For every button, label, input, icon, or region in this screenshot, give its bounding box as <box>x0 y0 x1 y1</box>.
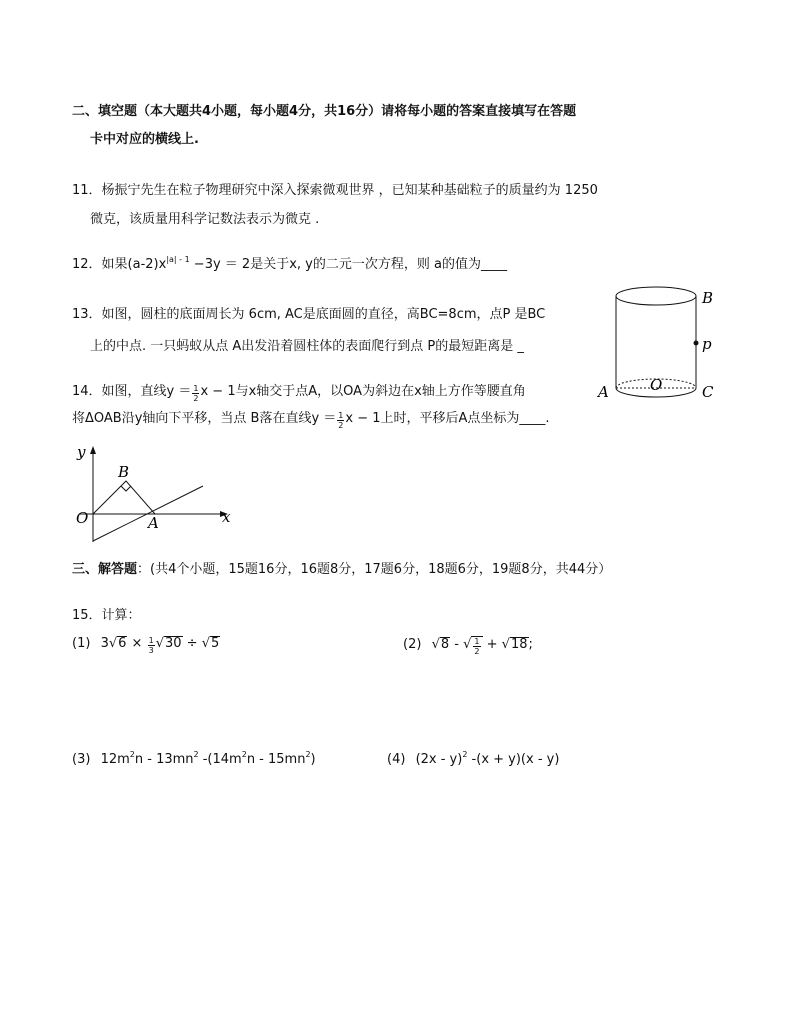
q15-p1-div: ÷ <box>182 636 202 651</box>
q15-p1-radicand-3: 5 <box>211 636 220 651</box>
q15-p3-e1: 2 <box>129 750 135 759</box>
section-3-heading-rest: ：(共4个小题，15题16分，16题8分，17题6分，18题6分，19题8分，共44分） <box>137 562 612 577</box>
section-2-heading-line1: 二、填空题（本大题共4小题，每小题4分，共16分）请将每小题的答案直接填写在答题 <box>72 104 577 119</box>
question-14-line2 <box>72 411 550 430</box>
q15-p2-frac-radical <box>471 636 482 656</box>
q15-p4-t1: (2x - y) <box>415 752 463 767</box>
q14-frac2-num: 1 <box>338 411 344 420</box>
question-15-title: 15．计算： <box>72 608 141 623</box>
question-14-line1 <box>72 384 526 403</box>
q14-fraction-2 <box>337 411 344 430</box>
q15-p1-coef: 3 <box>100 636 109 651</box>
sqrt-symbol-icon: √ <box>501 637 510 652</box>
question-12 <box>72 257 507 273</box>
q15-p2-end: ; <box>528 637 533 652</box>
q14-fraction-1 <box>192 384 199 403</box>
label-b: B <box>702 289 714 307</box>
q14-frac1-den: 2 <box>193 394 199 403</box>
q15-p3-label: (3) <box>72 752 91 767</box>
label-b-triangle: B <box>118 463 130 481</box>
q15-p3-e4: 2 <box>305 750 311 759</box>
q15-p3-t3: -(14m <box>198 752 242 767</box>
sqrt-symbol-icon: √ <box>431 637 440 652</box>
label-o: O <box>650 376 663 394</box>
q15-p3-t1: 12m <box>100 752 130 767</box>
q15-p2-frac-den: 2 <box>474 647 480 656</box>
q15-p1-frac-num: 1 <box>148 636 154 645</box>
q15-p2-fraction <box>473 637 480 656</box>
sqrt-symbol-icon: √ <box>463 637 472 652</box>
q15-p2-frac-num: 1 <box>474 637 480 646</box>
q15-p1-fraction <box>148 636 155 655</box>
q15-p1-radicand-1: 6 <box>118 636 127 651</box>
cylinder-figure <box>596 278 736 408</box>
q15-p2-plus: + <box>482 637 502 652</box>
q15-p4-e1: 2 <box>462 750 468 759</box>
question-13-line1: 13．如图，圆柱的底面周长为 6cm, AC是底面圆的直径，高BC=8cm，点P 是BC <box>72 307 546 322</box>
section-2-heading <box>72 104 576 120</box>
label-y: y <box>77 443 86 461</box>
q15-p3-t4: n - 15mn <box>246 752 306 767</box>
q15-p3-e3: 2 <box>241 750 247 759</box>
triangle-oab <box>93 481 155 514</box>
q15-p3-e2: 2 <box>193 750 199 759</box>
q15-p3-t2: n - 13mn <box>134 752 194 767</box>
label-p: p <box>702 335 712 353</box>
label-a-triangle: A <box>148 514 159 532</box>
q15-part-2 <box>403 636 533 656</box>
section-2-heading-cont <box>90 132 199 148</box>
q14-line2-b: x − 1上时，平移后A点坐标为 <box>345 411 520 426</box>
q14-end: . <box>545 411 550 426</box>
question-13-line2: 上的中点. 一只蚂蚁从点 A出发沿着圆柱体的表面爬行到点 P的最短距离是 _ <box>90 339 524 354</box>
q14-line1-b: x − 1与x轴交于点A，以OA为斜边在x轴上方作等腰直角 <box>200 384 526 399</box>
q12-exponent: |a| - 1 <box>166 255 190 264</box>
q15-p4-t2: -(x + y)(x - y) <box>467 752 560 767</box>
label-a: A <box>598 383 609 401</box>
q15-p3-t5: ) <box>310 752 316 767</box>
right-angle-mark <box>121 486 131 491</box>
sqrt-symbol-icon: √ <box>201 636 210 651</box>
q12-prefix: 12．如果(a-2)x <box>72 257 167 272</box>
point-p <box>694 341 699 346</box>
sqrt-symbol-icon: √ <box>155 636 164 651</box>
q14-line1-a: 14．如图，直线y ＝ <box>72 384 192 399</box>
section-2-heading-line2: 卡中对应的横线上. <box>90 132 199 147</box>
q12-middle: −3y ＝ 2是关于x, y的二元一次方程，则 a的值为 <box>189 257 481 272</box>
coordinate-figure <box>72 440 242 550</box>
question-11-line1: 11．杨振宁先生在粒子物理研究中深入探索微观世界 ，已知某种基础粒子的质量约为 1250 <box>72 183 598 198</box>
q15-p4-label: (4) <box>387 752 406 767</box>
section-3-heading-title: 三、解答题 <box>72 562 138 577</box>
y-axis-arrow <box>90 446 96 454</box>
q14-frac2-den: 2 <box>338 421 344 430</box>
q15-part-3 <box>72 752 316 768</box>
q15-p2-minus: - <box>450 637 464 652</box>
q15-part-4 <box>387 752 559 768</box>
q14-answer-blank[interactable]: ____ <box>519 411 546 426</box>
q15-p2-label: (2) <box>403 637 422 652</box>
q15-p2-radicand-2: 18 <box>510 637 528 652</box>
q12-answer-blank[interactable]: ____ <box>480 257 507 272</box>
q15-p2-radicand-1: 8 <box>440 637 450 652</box>
q15-p1-frac-den: 3 <box>148 646 154 655</box>
question-11-line2: 微克，该质量用科学记数法表示为微克 . <box>90 212 320 227</box>
section-3-heading <box>72 562 611 578</box>
cylinder-top-ellipse <box>616 287 696 305</box>
q14-line2-a: 将ΔOAB沿y轴向下平移，当点 B落在直线y ＝ <box>72 411 337 426</box>
q15-p1-label: (1) <box>72 636 91 651</box>
label-x: x <box>222 508 231 526</box>
sqrt-symbol-icon: √ <box>108 636 118 651</box>
q14-frac1-num: 1 <box>193 384 199 393</box>
label-c: C <box>702 383 714 401</box>
q15-p1-radicand-2: 30 <box>164 636 182 651</box>
q15-p1-times: × <box>127 636 147 651</box>
q15-part-1 <box>72 636 220 655</box>
label-o-origin: O <box>76 509 89 527</box>
